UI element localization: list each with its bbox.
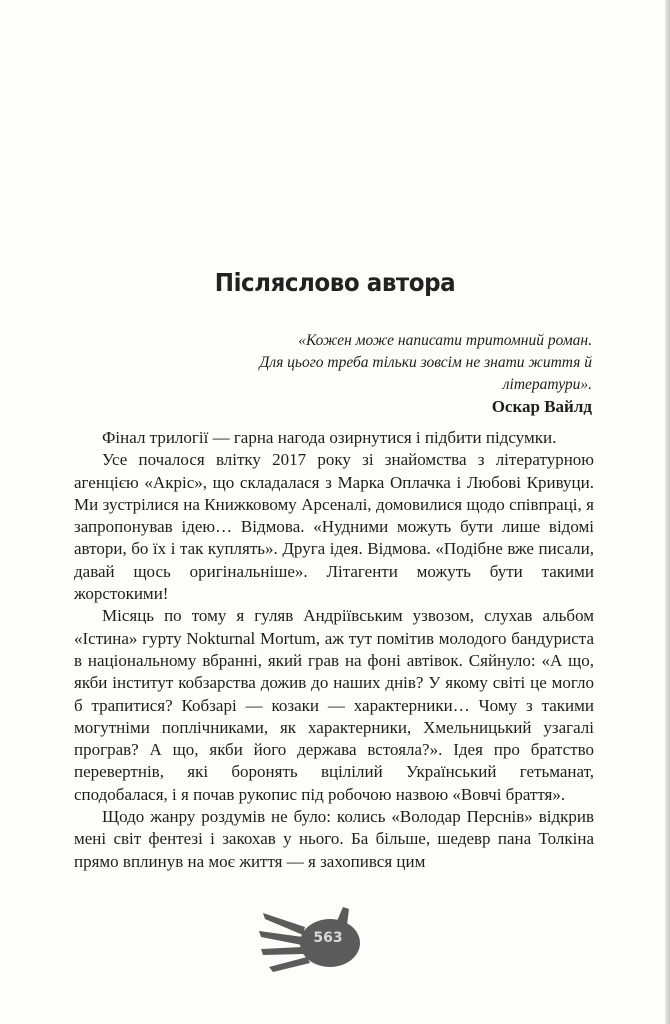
body-text (74, 427, 594, 873)
epigraph-line: «Кожен може написати тритомний роман. (298, 332, 592, 349)
paragraph: Щодо жанру роздумів не було: колись «Володар Перснів» відкрив мені світ фентезі і закохав у нього. Ба більше, шедевр пана Толкіна прямо вплинув на моє життя — я захопився цим (74, 807, 594, 871)
paragraph: Усе почалося влітку 2017 року зі знайомства з літературною агенцією «Акріс», що складалася з Марка Оплачка і Любові Кривуци. Ми зустрілися на Книжковому Арсеналі, домовилися щодо співпраці, я запропонував ідею… Відмова. «Нудними можуть бути лише відомі автори, бо їх і так куплять». Друга ідея. Відмова. «Подібне вже писали, давай щось оригінальніше». Літагенти можуть бути такими жорстокими! (74, 450, 594, 604)
epigraph-line: Для цього треба тільки зовсім не знати життя й літератури». (259, 354, 592, 393)
page-number: 563 (313, 930, 343, 946)
paragraph: Фінал трилогії — гарна нагода озирнутися і підбити підсумки. (102, 428, 557, 447)
paragraph: Місяць по тому я гуляв Андріївським узвозом, слухав альбом «Істина» гурту Nokturnal Mortum, аж тут помітив молодого бандуриста в національному вбранні, який грав на фоні автівок. Сяйнуло: «А що, якби інститут кобзарства дожив до наших днів? У якому світі це могло б трапитися? Кобзарі — козаки — характерники… Чому з такими могутніми поплічниками, як характерники, Хмельницький узагалі програв? А що, якби його держава встояла?». Ідея про братство перевертнів, які боронять вцілілий Український гетьманат, сподобалася, і я почав рукопис під робочою назвою «Вовчі браття». (74, 606, 594, 804)
chapter-title: Післяслово автора (214, 268, 456, 297)
epigraph (172, 330, 592, 418)
epigraph-author: Оскар Вайлд (491, 397, 592, 416)
page-edge-shadow (665, 0, 670, 1024)
